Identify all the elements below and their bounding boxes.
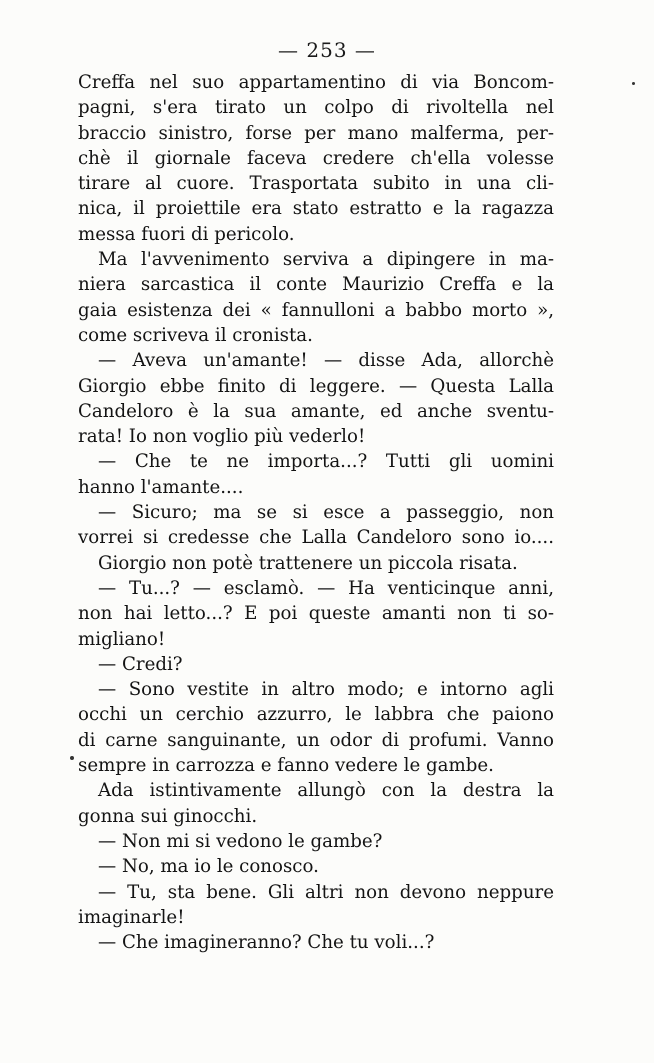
text-line: migliano! (78, 628, 166, 650)
text-line: gonna sui ginocchi. (78, 805, 258, 827)
text-line: niera sarcastica il conte Maurizio Creffa e la (78, 274, 554, 296)
text-line: Creffa nel suo appartamentino di via Boncom- (78, 72, 554, 93)
text-line: — Credi? (98, 653, 183, 675)
text-line: gaia esistenza dei « fannulloni a babbo morto », (78, 299, 554, 321)
text-line: — Non mi si vedono le gambe? (98, 830, 383, 852)
text-line: Ma l'avvenimento serviva a dipingere in ma- (98, 249, 554, 271)
print-speck (70, 756, 74, 760)
text-line: Candeloro è la sua amante, ed anche sventu- (78, 400, 554, 422)
text-line: Giorgio ebbe finito di leggere. — Questa Lalla (78, 375, 554, 397)
text-line: Giorgio non potè trattenere un piccola risata. (98, 552, 518, 574)
text-line: chè il giornale faceva credere ch'ella volesse (78, 147, 554, 169)
print-speck (632, 82, 635, 85)
text-line: pagni, s'era tirato un colpo di rivoltella nel (78, 97, 554, 119)
text-line: — Sono vestite in altro modo; e intorno agli (98, 679, 554, 701)
text-line: braccio sinistro, forse per mano malferma, per- (78, 122, 554, 144)
text-line: messa fuori di pericolo. (78, 223, 295, 245)
text-line: — Sicuro; ma se si esce a passeggio, non (98, 502, 554, 524)
text-line: di carne sanguinante, un odor di profumi. Vanno (78, 729, 554, 751)
text-line: vorrei si credesse che Lalla Candeloro sono io.... (78, 527, 554, 549)
text-line: imaginarle! (78, 906, 185, 928)
page-number: — 253 — (278, 38, 376, 62)
text-line: — Che imagineranno? Che tu voli...? (98, 932, 435, 954)
text-line: — Che te ne importa...? Tutti gli uomini (98, 451, 554, 473)
text-line: — Tu, sta bene. Gli altri non devono neppure (98, 881, 554, 903)
text-line: sempre in carrozza e fanno vedere le gambe. (78, 755, 494, 777)
text-line: — Tu...? — esclamò. — Ha venticinque anni, (98, 577, 554, 599)
text-line: come scriveva il cronista. (78, 324, 313, 346)
text-line: rata! Io non voglio più vederlo! (78, 426, 366, 448)
text-line: — No, ma io le conosco. (98, 856, 319, 878)
text-line: — Aveva un'amante! — disse Ada, allorchè (98, 350, 554, 372)
text-line: hanno l'amante.... (78, 476, 244, 498)
text-line: tirare al cuore. Trasportata subito in una cli- (78, 173, 554, 195)
text-line: occhi un cerchio azzurro, le labbra che paiono (78, 704, 554, 726)
page-body-text (78, 70, 554, 955)
text-line: non hai letto...? E poi queste amanti non ti so- (78, 603, 554, 625)
text-line: Ada istintivamente allungò con la destra la (98, 780, 554, 802)
text-line: nica, il proiettile era stato estratto e la ragazza (78, 198, 554, 220)
